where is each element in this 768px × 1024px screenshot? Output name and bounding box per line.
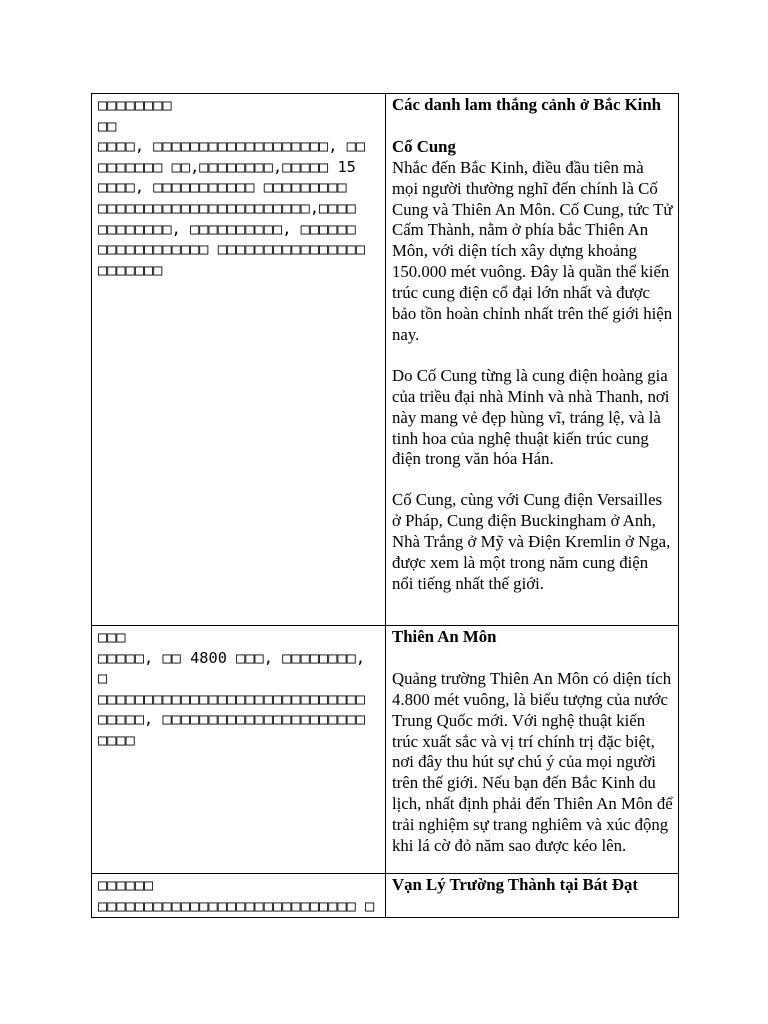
chinese-line: □□□□□□□□□□□□□□□□□□□□□□□,□□□□ — [98, 198, 356, 217]
vietnamese-text-cell — [386, 626, 679, 874]
chinese-line: □□□□□□□□ — [98, 96, 172, 114]
chinese-line: □□ — [98, 116, 117, 135]
chinese-line: □□□□□□□□, □□□□□□□□□□, □□□□□□ — [98, 219, 356, 238]
table-row — [92, 626, 679, 874]
chinese-line: □□□ — [98, 628, 126, 646]
paragraph: Quảng trường Thiên An Môn có diện tích 4.800 mét vuông, là biểu tượng của nước Trung Quốc mới. Với nghệ thuật kiến trúc xuất sắc và vị trí chính trị đặc biệt, nơi đây thu hút sự chú ý của mọi người trên thế giới. Nếu bạn đến Bắc Kinh du lịch, nhất định phải đến Thiên An Môn để trải nghiệm sự trang nghiêm và xúc động khi lá cờ đỏ năm sao được kéo lên. — [392, 668, 673, 856]
document-table — [91, 93, 679, 918]
chinese-line: □□□□□□□ □□,□□□□□□□□,□□□□□ 15 — [98, 157, 356, 176]
section-title: Thiên An Môn — [392, 627, 497, 646]
chinese-text-cell — [92, 626, 386, 874]
document-heading: Các danh lam thắng cảnh ở Bắc Kinh — [392, 95, 661, 114]
chinese-line: □□□□□, □□□□□□□□□□□□□□□□□□□□□□ — [98, 710, 366, 729]
vietnamese-text-cell — [386, 94, 679, 626]
paragraph: Cố Cung, cùng với Cung điện Versailles ở Pháp, Cung điện Buckingham ở Anh, Nhà Trắng ở Mỹ và Điện Kremlin ở Nga, được xem là một trong năm cung điện nổi tiếng nhất thế giới. — [392, 490, 671, 594]
chinese-line: □□□□□, □□ 4800 □□□, □□□□□□□□, □ — [98, 648, 366, 688]
table-row — [92, 94, 679, 626]
chinese-line: □□□□, □□□□□□□□□□□ □□□□□□□□□ — [98, 178, 347, 197]
chinese-line: □□□□□□ — [98, 876, 154, 894]
chinese-line: □□□□□□□□□□□□ □□□□□□□□□□□□□□□□ — [98, 240, 366, 259]
table-row — [92, 874, 679, 918]
chinese-line: □□□□ — [98, 730, 135, 749]
vietnamese-text-cell — [386, 874, 679, 918]
chinese-line: □□□□□□□ — [98, 260, 163, 279]
chinese-line: □□□□, □□□□□□□□□□□□□□□□□□□, □□ — [98, 137, 366, 156]
chinese-line: □□□□□□□□□□□□□□□□□□□□□□□□□□□□□ — [98, 689, 366, 708]
chinese-text-cell — [92, 94, 386, 626]
chinese-text-cell — [92, 874, 386, 918]
chinese-line: □□□□□□□□□□□□□□□□□□□□□□□□□□□□ □ — [98, 896, 375, 915]
section-title: Vạn Lý Trường Thành tại Bát Đạt — [392, 875, 638, 894]
paragraph: Do Cố Cung từng là cung điện hoàng gia của triều đại nhà Minh và nhà Thanh, nơi này mang vẻ đẹp hùng vĩ, tráng lệ, và là tinh hoa của nghệ thuật kiến trúc cung điện trong văn hóa Hán. — [392, 365, 670, 469]
paragraph: Nhắc đến Bắc Kinh, điều đầu tiên mà mọi người thường nghĩ đến chính là Cố Cung và Thiên An Môn. Cố Cung, tức Tử Cấm Thành, nằm ở phía bắc Thiên An Môn, với diện tích xây dựng khoảng 150.000 mét vuông. Đây là quần thể kiến trúc cung điện cổ đại lớn nhất và được bảo tồn hoàn chỉnh nhất trên thế giới hiện nay. — [392, 157, 673, 344]
section-title: Cố Cung — [392, 136, 456, 156]
